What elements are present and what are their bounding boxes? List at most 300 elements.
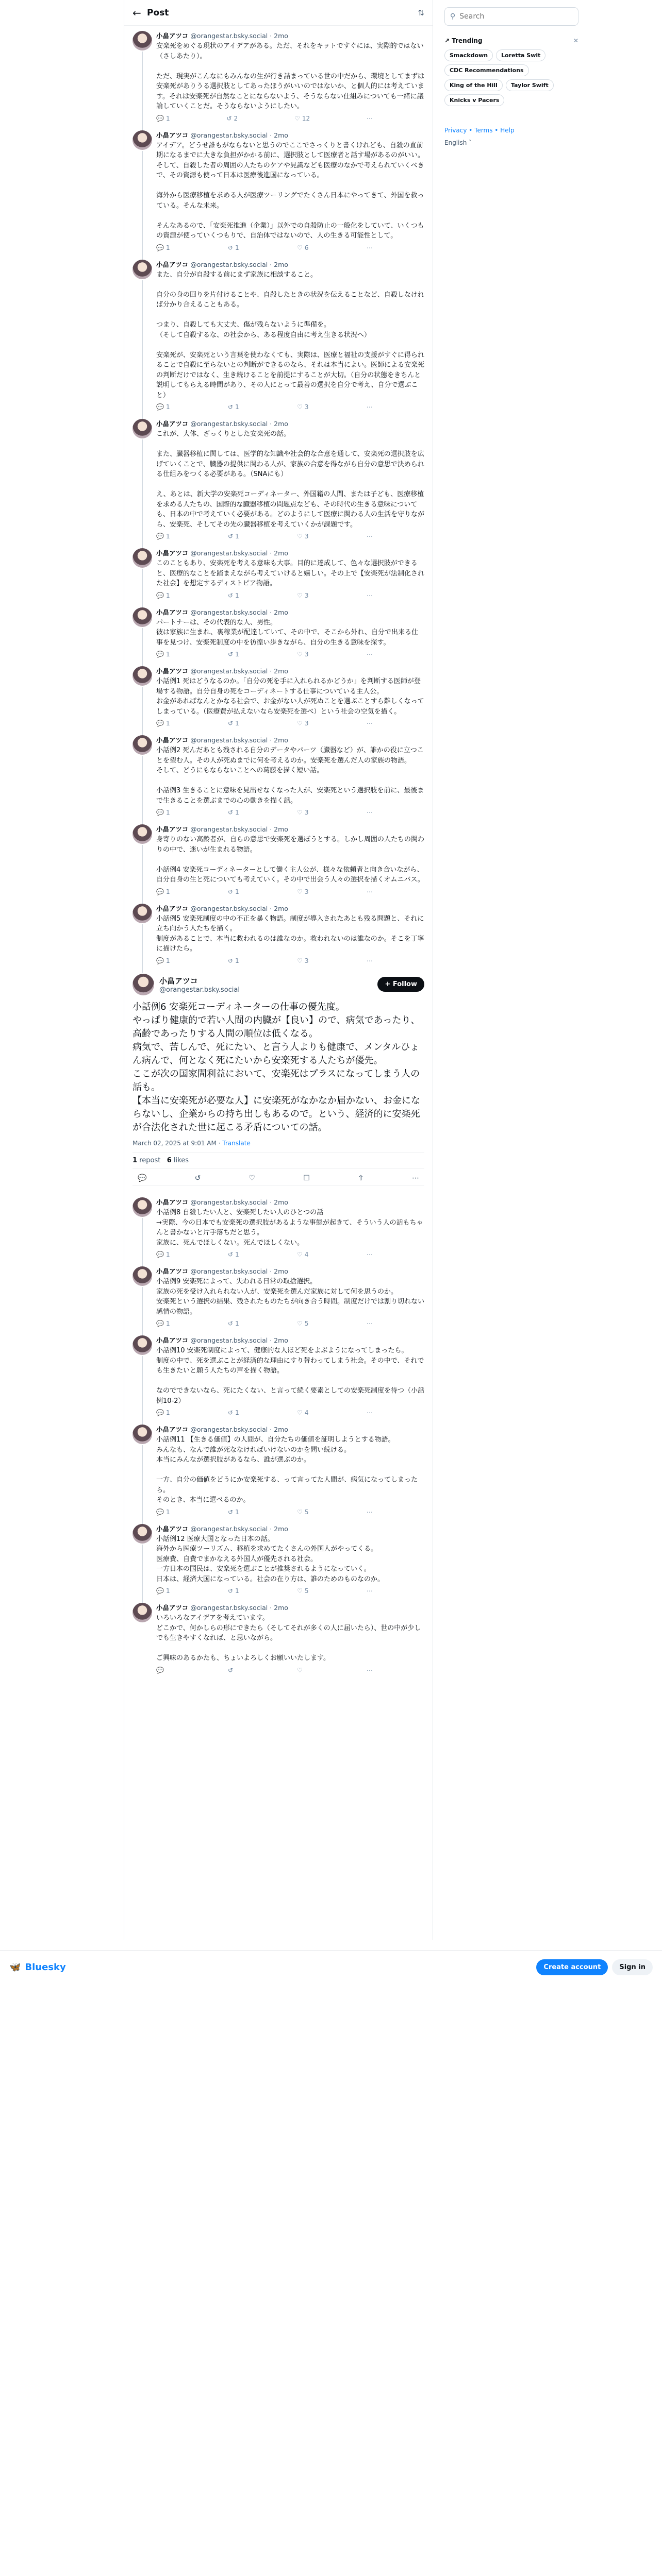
repost-button[interactable] — [228, 1509, 239, 1516]
post-meta: 小畠アツコ @orangestar.bsky.social · 2mo — [156, 1336, 288, 1345]
post-text: 小話例10 安楽死制度によって、健康的な人ほど死をよぶようになってしまったら。 制度の中で、死を選ぶことが経済的な理由にすり替わってしまう社会。その中で、それでも生きたいと願う人たちの声を描く物語。 なのでできないなら、死にたくない、と言って続く要素としての安楽死制度を待つ（小話例10-2） — [156, 1347, 425, 1405]
repost-button[interactable] — [228, 888, 239, 895]
like-button[interactable] — [297, 1667, 305, 1674]
bookmark-icon[interactable]: ☐ — [303, 1174, 310, 1183]
repost-icon[interactable]: ↺ — [194, 1174, 201, 1183]
trending-chip[interactable]: CDC Recommendations — [444, 64, 529, 76]
post-actions — [156, 244, 373, 251]
reply-count: 1 — [166, 720, 170, 727]
more-icon: ⋯ — [366, 1587, 373, 1595]
avatar[interactable] — [133, 130, 152, 150]
post-body — [156, 607, 424, 658]
trending-chips — [444, 49, 578, 106]
more-button[interactable] — [367, 1320, 373, 1327]
thread-settings-icon[interactable]: ⇅ — [418, 8, 424, 18]
anchor-post — [124, 968, 433, 1193]
thread-line — [142, 845, 143, 904]
repost-icon: ↺ — [228, 1320, 234, 1328]
handle[interactable]: @orangestar.bsky.social — [190, 1267, 268, 1276]
avatar[interactable] — [133, 1266, 152, 1286]
post-actions — [156, 115, 373, 122]
repost-button[interactable] — [228, 244, 239, 251]
display-name[interactable]: 小畠アツコ — [156, 904, 189, 912]
post-body — [156, 735, 424, 816]
like-count: 3 — [304, 403, 309, 411]
language-select[interactable]: English ˅ — [444, 139, 472, 146]
reply-icon: 💬 — [156, 1409, 164, 1417]
more-icon: ⋯ — [366, 1320, 373, 1328]
avatar[interactable] — [133, 548, 152, 568]
repost-icon: ↺ — [228, 888, 234, 895]
display-name[interactable]: 小畠アツコ — [156, 1426, 189, 1434]
bottom-bar — [0, 1950, 662, 1984]
more-icon: ⋯ — [366, 114, 373, 122]
thread-line — [142, 1545, 143, 1603]
repost-icon: ↺ — [228, 591, 234, 599]
reply-count: 1 — [166, 1251, 170, 1259]
repost-count: 1 — [235, 1587, 239, 1595]
thread-post[interactable] — [124, 1330, 433, 1419]
like-button[interactable] — [297, 244, 308, 251]
like-icon: ♡ — [297, 651, 303, 658]
avatar[interactable] — [133, 419, 152, 438]
reply-icon: 💬 — [156, 651, 164, 658]
reply-button[interactable] — [156, 115, 170, 122]
post-text: また、自分が自殺する前にまず家族に相談すること。 自分の身の回りを片付けることや、自殺したときの状況を伝えることなど、自殺しなければ分かり合えることもある。 つまり、自殺しても大丈夫、傷が残らないように準備を。 （そして自殺するな、の社会から、ある程度自由に考え生きる状況へ） 安楽死が、安楽死という言葉を使わなくても、実際は、医療と福祉の支援がすぐに得られることで自殺に至らないとの判断ができるのなら、それは本当によい。医師による安楽死の判断だけではなく、生き続けることを前提にすることが大切。（自分の状態をきちんと説明してもらえる時間があり、その人にとって最善の選択を自分で考え、自分で選ぶこと） — [156, 270, 425, 399]
post-text: このこともあり、安楽死を考える意味も大事。目的に達成して、色々な選択肢ができると、医療的なことを踏まえながら考えていけると嬉しい。その上で【安楽死が法制化された社会】を想定するディストピア物語。 — [156, 560, 425, 587]
avatar[interactable] — [133, 824, 152, 844]
bluesky-logo[interactable] — [9, 1962, 536, 1973]
post-meta: 小畠アツコ @orangestar.bsky.social · 2mo — [156, 825, 288, 833]
reply-icon: 💬 — [156, 244, 164, 251]
repost-count: 1 — [235, 651, 239, 658]
post-date: March 02, 2025 at 9:01 AM — [133, 1140, 217, 1147]
post-actions — [156, 592, 373, 599]
display-name[interactable]: 小畠アツコ — [156, 131, 189, 139]
create-account-button[interactable]: Create account — [536, 1959, 608, 1975]
thread-post[interactable] — [124, 414, 433, 543]
like-count: 3 — [304, 591, 309, 599]
post-text: アイデア。どうせ誰もがならないと思うのでここでさっくりと書くけれども、自殺の直前期になるまでに大きな負担がかかる前に、選択肢として医療者と話す場があるのがいい。そして、自殺した者の周囲の人たちのケアや見識なども医療のなかで考えられていくべきで、その資源も使って日本は医療後進国になっている。 海外から医療移植を求める人が医療ツーリングでたくさん日本にやってきて、外国を救っている。そんな未来。 そんなあるので、「安楽死推進（企業）」以外での自殺防止の一般化をしていて、いくつもの資源が使っていくつもりで、自治体ではないので、人の生きる可能性として。 — [156, 141, 425, 240]
repost-button[interactable] — [228, 592, 239, 599]
reply-button[interactable] — [156, 1587, 170, 1595]
more-button[interactable] — [367, 533, 373, 540]
handle[interactable]: @orangestar.bsky.social — [190, 1604, 268, 1612]
thread-line — [142, 756, 143, 824]
repost-count: 1 — [235, 403, 239, 411]
anchor-date: March 02, 2025 at 9:01 AM · Translate — [133, 1140, 251, 1147]
reply-button[interactable] — [156, 403, 170, 411]
like-button[interactable] — [297, 533, 308, 540]
like-button[interactable] — [297, 809, 308, 816]
avatar[interactable] — [133, 1425, 152, 1444]
footer-links[interactable]: Privacy • Terms • Help — [444, 127, 515, 134]
post-actions — [156, 1509, 373, 1516]
like-icon: ♡ — [297, 1666, 303, 1674]
more-button[interactable] — [367, 888, 373, 895]
display-name[interactable]: 小畠アツコ — [156, 608, 189, 616]
handle[interactable]: @orangestar.bsky.social — [159, 986, 240, 994]
post-actions — [156, 403, 373, 411]
timestamp[interactable]: 2mo — [274, 608, 288, 616]
avatar[interactable] — [133, 1603, 152, 1622]
trending-chip[interactable]: Smackdown — [444, 49, 493, 61]
handle[interactable]: @orangestar.bsky.social — [190, 131, 268, 139]
thread-post[interactable] — [124, 26, 433, 125]
like-button[interactable] — [297, 1409, 308, 1416]
like-icon: ♡ — [297, 1320, 303, 1328]
more-button[interactable] — [367, 592, 373, 599]
more-icon: ⋯ — [366, 1666, 373, 1674]
anchor-stats — [133, 1152, 424, 1169]
post-meta: 小畠アツコ @orangestar.bsky.social · 2mo — [156, 904, 288, 912]
like-count[interactable]: 6 — [167, 1157, 172, 1165]
avatar[interactable] — [133, 607, 152, 627]
handle[interactable]: @orangestar.bsky.social — [190, 549, 268, 557]
right-rail — [444, 0, 578, 146]
like-button[interactable] — [297, 1320, 308, 1327]
like-icon: ♡ — [297, 1251, 303, 1259]
reply-button[interactable] — [156, 720, 170, 727]
post-actions — [156, 957, 373, 964]
timestamp[interactable]: 2mo — [274, 1198, 288, 1207]
avatar[interactable] — [133, 260, 152, 279]
post-meta: 小畠アツコ @orangestar.bsky.social · 2mo — [156, 736, 288, 744]
repost-label[interactable]: repost — [139, 1157, 161, 1165]
like-button[interactable] — [297, 403, 308, 411]
thread-post[interactable] — [124, 730, 433, 819]
reply-count: 1 — [166, 651, 170, 658]
post-actions — [156, 809, 373, 816]
post-header — [124, 0, 433, 26]
display-name[interactable]: 小畠アツコ — [156, 1524, 189, 1533]
repost-icon: ↺ — [228, 720, 234, 727]
reply-count: 1 — [166, 1409, 170, 1417]
repost-button[interactable] — [228, 1409, 239, 1416]
timestamp[interactable]: 2mo — [274, 1267, 288, 1276]
trending-header — [444, 37, 578, 44]
like-button[interactable] — [297, 592, 308, 599]
more-icon: ⋯ — [366, 888, 373, 895]
thread-post[interactable] — [124, 819, 433, 899]
post-body — [156, 1603, 424, 1674]
more-button[interactable] — [367, 1587, 373, 1595]
reply-icon: 💬 — [156, 957, 164, 964]
share-icon[interactable]: ⇧ — [358, 1174, 364, 1183]
post-meta: 小畠アツコ @orangestar.bsky.social · 2mo — [156, 549, 288, 557]
follow-button[interactable]: + Follow — [377, 977, 424, 992]
like-icon: ♡ — [294, 114, 300, 122]
timestamp[interactable]: 2mo — [274, 904, 288, 912]
reply-count: 1 — [166, 1508, 170, 1516]
more-icon: ⋯ — [366, 809, 373, 816]
more-icon: ⋯ — [366, 720, 373, 727]
trending-chip[interactable]: King of the Hill — [444, 79, 503, 91]
post-body — [156, 548, 424, 599]
thread-post[interactable] — [124, 1519, 433, 1598]
reply-count: 1 — [166, 809, 170, 816]
avatar[interactable] — [133, 735, 152, 755]
display-name[interactable]: 小畠アツコ — [156, 825, 189, 833]
avatar[interactable] — [133, 31, 152, 50]
repost-icon: ↺ — [228, 244, 234, 251]
reply-button[interactable] — [156, 1409, 170, 1416]
repost-count: 1 — [235, 1251, 239, 1259]
handle[interactable]: @orangestar.bsky.social — [190, 1198, 268, 1207]
handle[interactable]: @orangestar.bsky.social — [190, 32, 268, 40]
like-button[interactable] — [297, 651, 308, 658]
more-icon[interactable]: ⋯ — [411, 1174, 419, 1183]
like-button[interactable] — [294, 115, 310, 122]
like-count: 5 — [304, 1508, 309, 1516]
repost-button[interactable] — [228, 403, 239, 411]
thread-line — [142, 569, 143, 607]
avatar[interactable] — [133, 666, 152, 686]
like-count: 4 — [304, 1251, 309, 1259]
reply-button[interactable] — [156, 1320, 170, 1327]
post-meta: 小畠アツコ @orangestar.bsky.social · 2mo — [156, 32, 288, 40]
thread-line — [142, 1445, 143, 1524]
translate-link[interactable]: Translate — [222, 1140, 251, 1147]
avatar[interactable] — [133, 974, 154, 995]
handle[interactable]: @orangestar.bsky.social — [190, 420, 268, 428]
repost-button[interactable] — [228, 1587, 239, 1595]
post-text: 小話例2 死んだあとも残される自分のデータやパーツ（臓器など）が、誰かの役に立つことを望む人。その人が死ぬまでに何を考えるのか。安楽死を選んだ人の家族の物語。 そして、どうにもならないことへの葛藤を描く短い話。 小話例3 生きることに意味を見出せなくなった人が、安楽死という選択肢を前に、最後まで生きることを選ぶまでの心の動きを描く話。 — [156, 747, 424, 805]
post-body — [156, 31, 424, 122]
trending-section — [444, 37, 578, 106]
repost-button[interactable] — [228, 720, 239, 727]
thread-post[interactable] — [124, 602, 433, 662]
more-button[interactable] — [367, 1509, 373, 1516]
main-column — [124, 0, 433, 1940]
post-text: これが、大体、ざっくりとした安楽死の話。 また、臓器移植に関しては、医学的な知識や社会的な合意を通して、安楽死の選択肢を広げていくことで、臓器の提供に関わる人が、家族の合意を得ながら自分の意思で決められる仕組みをつくる必要がある。（SNAにも） え、あとは、新大学の安楽死コーディネーター、外国籍の人間、または子ども、医療移植を求める人たちの、国際的な臓器移植の問題点なども、その時代の生きる意味についても、日本の中で考えていく必要がある。どのようにして医療に関わる人の生活を守りながら、安楽死、そしてその先の臓器移植を考えていくかが課題です。 — [156, 430, 425, 529]
reply-icon: 💬 — [156, 1320, 164, 1328]
handle[interactable]: @orangestar.bsky.social — [190, 1336, 268, 1345]
repost-button[interactable] — [228, 809, 239, 816]
like-count: 6 — [304, 244, 309, 251]
thread-post[interactable] — [124, 255, 433, 414]
handle[interactable]: @orangestar.bsky.social — [190, 260, 268, 268]
repost-icon: ↺ — [228, 809, 234, 816]
like-button[interactable] — [297, 957, 308, 964]
thread-post[interactable] — [124, 1192, 433, 1261]
reply-button[interactable] — [156, 592, 170, 599]
timestamp[interactable]: 2mo — [274, 1604, 288, 1612]
repost-icon: ↺ — [228, 1251, 234, 1259]
post-meta: 小畠アツコ @orangestar.bsky.social · 2mo — [156, 608, 288, 616]
more-button[interactable] — [367, 1251, 373, 1258]
reply-button[interactable] — [156, 888, 170, 895]
more-button[interactable] — [367, 244, 373, 251]
follow-label: Follow — [392, 980, 417, 988]
handle[interactable]: @orangestar.bsky.social — [190, 904, 268, 912]
thread-post[interactable] — [124, 899, 433, 968]
like-button[interactable] — [297, 888, 308, 895]
reply-icon: 💬 — [156, 888, 164, 895]
trending-label: Trending — [452, 37, 483, 44]
timestamp[interactable]: 2mo — [274, 667, 288, 675]
post-text: 身寄りのない高齢者が、自らの意思で安楽死を選ぼうとする。しかし周囲の人たちの関わりの中で、迷いが生まれる物語。 小話例4 安楽死コーディネーターとして働く主人公が、様々な依頼者と向き合いながら、自分自身の生と死についても考えていく。その中で出会う人々の選択を描くオムニバス。 — [156, 836, 425, 884]
timestamp[interactable]: 2mo — [274, 1524, 288, 1533]
reply-button[interactable] — [156, 1251, 170, 1258]
like-count: 3 — [304, 957, 309, 964]
reply-button[interactable] — [156, 651, 170, 658]
timestamp[interactable]: 2mo — [274, 420, 288, 428]
repost-button[interactable] — [228, 1667, 235, 1674]
repost-count[interactable]: 1 — [133, 1157, 138, 1165]
repost-icon: ↺ — [228, 1508, 234, 1516]
like-icon: ♡ — [297, 809, 303, 816]
display-name[interactable]: 小畠アツコ — [156, 1198, 189, 1207]
reply-button[interactable] — [156, 244, 170, 251]
trending-chip[interactable]: Knicks v Pacers — [444, 94, 504, 106]
handle[interactable]: @orangestar.bsky.social — [190, 1426, 268, 1434]
display-name[interactable]: 小畠アツコ — [156, 420, 189, 428]
handle[interactable]: @orangestar.bsky.social — [190, 825, 268, 833]
reply-icon: 💬 — [156, 720, 164, 727]
trending-icon: ↗ — [444, 37, 450, 44]
post-body — [156, 904, 424, 964]
reply-count: 1 — [166, 1587, 170, 1595]
thread-post[interactable] — [124, 543, 433, 602]
search-box[interactable] — [444, 7, 578, 26]
repost-button[interactable] — [228, 533, 239, 540]
reply-button[interactable] — [156, 1509, 170, 1516]
more-icon: ⋯ — [366, 957, 373, 964]
timestamp[interactable]: 2mo — [274, 32, 288, 40]
repost-button[interactable] — [228, 957, 239, 964]
more-button[interactable] — [367, 957, 373, 964]
reply-count: 1 — [166, 533, 170, 540]
handle[interactable]: @orangestar.bsky.social — [190, 667, 268, 675]
display-name[interactable]: 小畠アツコ — [156, 260, 189, 268]
repost-icon: ↺ — [228, 651, 234, 658]
more-button[interactable] — [367, 720, 373, 727]
back-arrow-icon[interactable]: ← — [133, 6, 141, 19]
like-icon: ♡ — [297, 403, 303, 411]
avatar[interactable] — [133, 1335, 152, 1355]
like-icon[interactable]: ♡ — [249, 1174, 256, 1183]
avatar[interactable] — [133, 1524, 152, 1544]
repost-button[interactable] — [226, 115, 238, 122]
left-rail — [0, 0, 124, 2576]
more-icon: ⋯ — [366, 651, 373, 658]
trending-chip[interactable]: Loretta Swit — [496, 49, 545, 61]
post-meta: 小畠アツコ @orangestar.bsky.social · 2mo — [156, 1524, 288, 1533]
reply-button[interactable] — [156, 1667, 166, 1674]
like-icon: ♡ — [297, 720, 303, 727]
post-body — [156, 666, 424, 727]
timestamp[interactable]: 2mo — [274, 825, 288, 833]
handle[interactable]: @orangestar.bsky.social — [190, 736, 268, 744]
thread-post[interactable] — [124, 661, 433, 730]
avatar[interactable] — [133, 1197, 152, 1217]
repost-count: 2 — [234, 114, 238, 122]
post-actions — [156, 1409, 373, 1416]
repost-button[interactable] — [228, 1251, 239, 1258]
page-title: Post — [147, 7, 169, 18]
repost-icon: ↺ — [228, 1587, 234, 1595]
reply-button[interactable] — [156, 533, 170, 540]
reply-count: 1 — [166, 957, 170, 964]
repost-count: 1 — [235, 244, 239, 251]
post-body — [156, 260, 424, 411]
search-input[interactable] — [459, 12, 573, 21]
handle[interactable]: @orangestar.bsky.social — [190, 608, 268, 616]
like-button[interactable] — [297, 1509, 308, 1516]
like-button[interactable] — [297, 1587, 308, 1595]
repost-button[interactable] — [228, 1320, 239, 1327]
timestamp[interactable]: 2mo — [274, 1336, 288, 1345]
more-button[interactable] — [367, 115, 373, 122]
like-button[interactable] — [297, 720, 308, 727]
more-icon: ⋯ — [366, 1251, 373, 1259]
reply-icon[interactable]: 💬 — [138, 1174, 147, 1183]
repost-icon: ↺ — [228, 403, 234, 411]
like-button[interactable] — [297, 1251, 308, 1258]
more-button[interactable] — [367, 809, 373, 816]
timestamp[interactable]: 2mo — [274, 549, 288, 557]
sign-in-button[interactable]: Sign in — [612, 1959, 653, 1975]
more-button[interactable] — [367, 403, 373, 411]
display-name[interactable]: 小畠アツコ — [156, 1267, 189, 1276]
close-icon[interactable]: ✕ — [573, 37, 578, 44]
post-body — [156, 130, 424, 251]
reply-button[interactable] — [156, 809, 170, 816]
display-name[interactable]: 小畠アツコ — [159, 976, 198, 986]
timestamp[interactable]: 2mo — [274, 1426, 288, 1434]
reply-button[interactable] — [156, 957, 170, 964]
display-name[interactable]: 小畠アツコ — [156, 549, 189, 557]
avatar[interactable] — [133, 904, 152, 923]
reply-icon: 💬 — [156, 114, 164, 122]
like-count: 5 — [304, 1320, 309, 1328]
handle[interactable]: @orangestar.bsky.social — [190, 1524, 268, 1533]
more-button[interactable] — [367, 651, 373, 658]
repost-button[interactable] — [228, 651, 239, 658]
display-name[interactable]: 小畠アツコ — [156, 1604, 189, 1612]
repost-count: 1 — [235, 809, 239, 816]
like-count: 12 — [302, 114, 310, 122]
timestamp[interactable]: 2mo — [274, 260, 288, 268]
thread-post[interactable] — [124, 1419, 433, 1519]
reply-count: 1 — [166, 888, 170, 895]
thread-post[interactable] — [124, 1598, 433, 1677]
display-name[interactable]: 小畠アツコ — [156, 667, 189, 675]
timestamp[interactable]: 2mo — [274, 131, 288, 139]
timestamp[interactable]: 2mo — [274, 736, 288, 744]
more-button[interactable] — [367, 1409, 373, 1416]
post-body — [156, 1266, 424, 1327]
more-icon: ⋯ — [366, 1409, 373, 1417]
post-text: いろいろなアイデアを考えています。 どこかで、何かしらの形にできたら（そしてそれが多くの人に届いたら）、世の中が少しでも生きやすくなれば、と思いながら。 ご興味のあるかたも、ちょいよろしくお願いいたします。 — [156, 1614, 421, 1663]
display-name[interactable]: 小畠アツコ — [156, 736, 189, 744]
reply-count: 1 — [166, 591, 170, 599]
display-name[interactable]: 小畠アツコ — [156, 32, 189, 40]
post-meta: 小畠アツコ @orangestar.bsky.social · 2mo — [156, 131, 288, 139]
more-button[interactable] — [367, 1667, 373, 1674]
display-name[interactable]: 小畠アツコ — [156, 1336, 189, 1345]
thread-post[interactable] — [124, 1261, 433, 1330]
post-body — [156, 1335, 424, 1416]
post-body — [156, 1197, 424, 1258]
post-text: 小話例9 安楽死によって、失われる日常の取捨選択。 家族の死を受け入れられない人が、安楽死を選んだ家族に対して何を思うのか。 安楽死という選択の結果、残されたものたちが向き合う時間。制度だけでは割り切れない感情の物語。 — [156, 1278, 425, 1316]
post-text: 小話例5 安楽死制度の中の不正を暴く物語。制度が導入されたあとも残る問題と、それに立ち向かう人たちを描く。 制度があることで、本当に救われるのは誰なのか。救われないのは誰なのか。そこを丁寧に描けたら。 — [156, 914, 424, 953]
like-label[interactable]: likes — [173, 1157, 189, 1165]
thread-post[interactable] — [124, 125, 433, 255]
thread-line — [142, 1218, 143, 1266]
trending-chip[interactable]: Taylor Swift — [506, 79, 554, 91]
